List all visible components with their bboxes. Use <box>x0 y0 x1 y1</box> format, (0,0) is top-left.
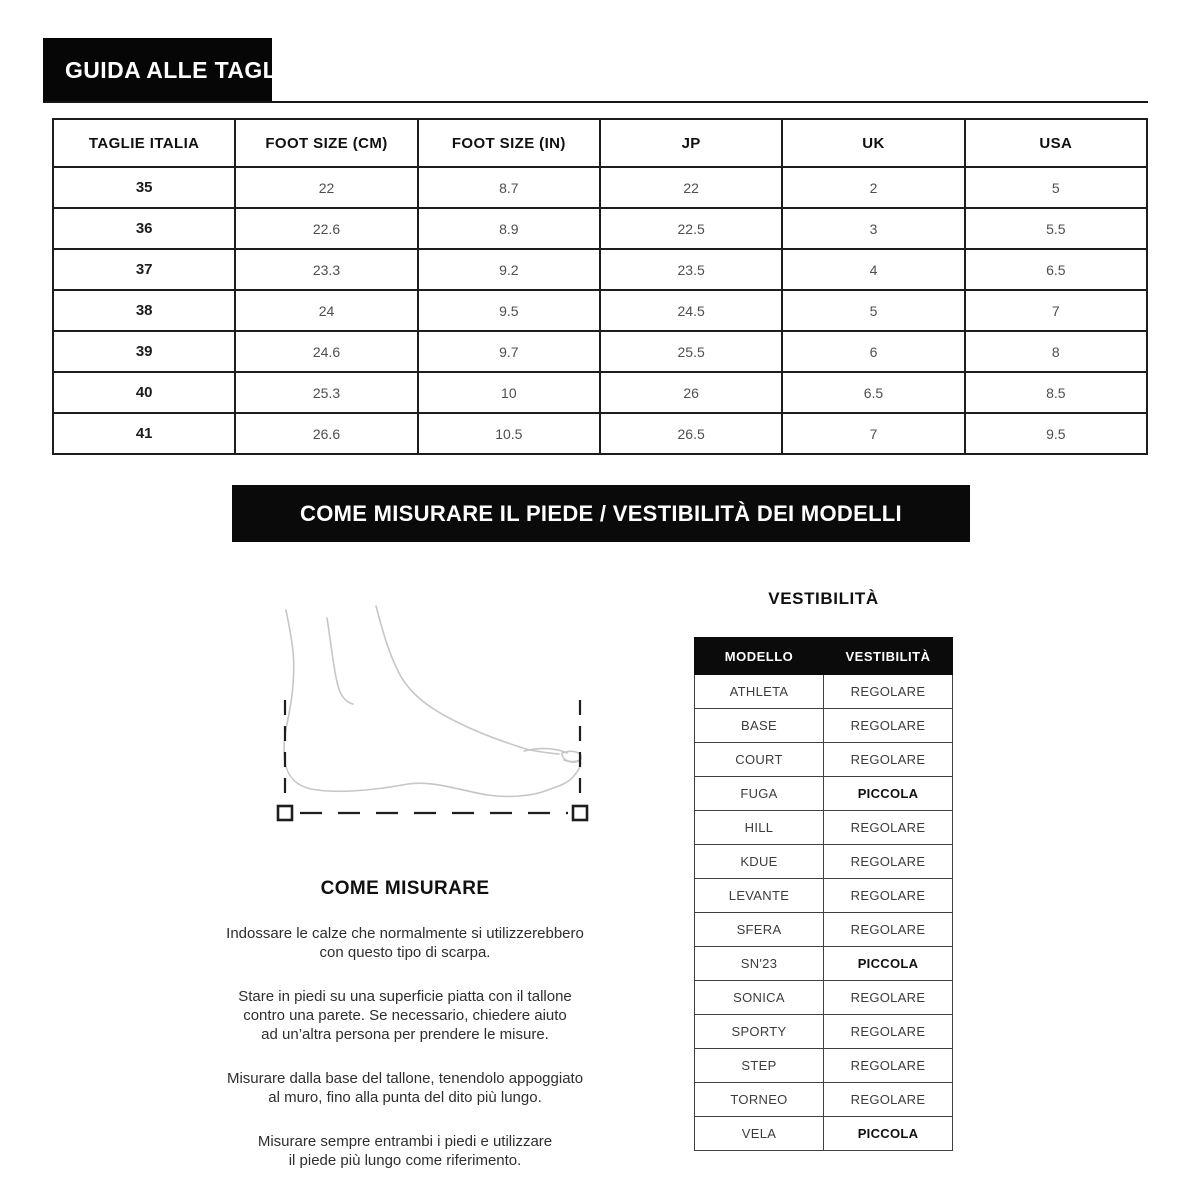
text-line: con questo tipo di scarpa. <box>319 944 491 961</box>
text-line: Indossare le calze che normalmente si utilizzerebbero <box>226 925 584 942</box>
how-to-title: COME MISURARE <box>320 878 490 899</box>
size-cell: 22.5 <box>600 208 782 249</box>
size-cell: 9.7 <box>418 331 600 372</box>
fit-model-cell: KDUE <box>695 845 824 879</box>
table-row <box>695 947 953 981</box>
size-cell: 25.3 <box>235 372 417 413</box>
column-header-usa: USA <box>965 119 1147 167</box>
table-row <box>695 1049 953 1083</box>
size-cell: 9.2 <box>418 249 600 290</box>
fit-model-cell: SPORTY <box>695 1015 824 1049</box>
table-row <box>53 208 1147 249</box>
text-line: Stare in piedi su una superficie piatta con il tallone <box>238 988 572 1005</box>
fit-model-cell: BASE <box>695 709 824 743</box>
text-line: Misurare sempre entrambi i piedi e utilizzare <box>257 1133 553 1150</box>
how-to-paragraph <box>180 1132 630 1170</box>
table-row <box>53 290 1147 331</box>
size-cell: 6.5 <box>782 372 964 413</box>
toe-marker-square <box>573 806 587 820</box>
fit-model-cell: TORNEO <box>695 1083 824 1117</box>
size-cell: 40 <box>53 372 235 413</box>
size-cell: 8 <box>965 331 1147 372</box>
size-cell: 22 <box>600 167 782 208</box>
fit-value-cell: PICCOLA <box>824 777 953 811</box>
size-cell: 7 <box>965 290 1147 331</box>
foot-illustration <box>248 560 668 860</box>
fit-table <box>694 637 953 1151</box>
measure-banner-label: COME MISURARE IL PIEDE / VESTIBILITÀ DEI MODELLI <box>300 500 902 526</box>
fit-model-cell: FUGA <box>695 777 824 811</box>
size-chart-header-row <box>53 119 1147 167</box>
column-header-foot-size-cm: FOOT SIZE (CM) <box>235 119 417 167</box>
size-cell: 26.5 <box>600 413 782 454</box>
table-row <box>695 913 953 947</box>
table-row <box>53 249 1147 290</box>
size-cell: 6 <box>782 331 964 372</box>
fit-value-cell: REGOLARE <box>824 709 953 743</box>
measure-banner <box>232 485 970 542</box>
table-row <box>695 1015 953 1049</box>
table-row <box>53 413 1147 454</box>
size-cell: 6.5 <box>965 249 1147 290</box>
table-row <box>695 1117 953 1151</box>
size-cell: 37 <box>53 249 235 290</box>
fit-column-header-modello: MODELLO <box>695 638 824 675</box>
fit-model-cell: ATHLETA <box>695 675 824 709</box>
size-cell: 23.3 <box>235 249 417 290</box>
fit-value-cell: PICCOLA <box>824 947 953 981</box>
size-cell: 25.5 <box>600 331 782 372</box>
size-cell: 8.7 <box>418 167 600 208</box>
text-line: Misurare dalla base del tallone, tenendolo appoggiato <box>226 1070 584 1087</box>
how-to-paragraph <box>180 1069 630 1107</box>
size-cell: 9.5 <box>418 290 600 331</box>
fit-model-cell: SN'23 <box>695 947 824 981</box>
table-row <box>695 879 953 913</box>
fit-value-cell: REGOLARE <box>824 743 953 777</box>
size-cell: 24 <box>235 290 417 331</box>
size-cell: 10 <box>418 372 600 413</box>
foot-measure-diagram <box>248 560 668 860</box>
size-cell: 5.5 <box>965 208 1147 249</box>
size-cell: 8.5 <box>965 372 1147 413</box>
size-guide-tab-label: GUIDA ALLE TAGLIE <box>65 57 300 83</box>
text-line: al muro, fino alla punta del dito più lungo. <box>268 1089 542 1106</box>
fit-value-cell: REGOLARE <box>824 981 953 1015</box>
table-row <box>695 1083 953 1117</box>
size-cell: 38 <box>53 290 235 331</box>
table-row <box>53 372 1147 413</box>
fit-value-cell: PICCOLA <box>824 1117 953 1151</box>
fit-section-title: VESTIBILITÀ <box>768 589 879 608</box>
fit-header-row <box>695 638 953 675</box>
table-row <box>53 167 1147 208</box>
fit-value-cell: REGOLARE <box>824 845 953 879</box>
fit-column-header-vestibilita: VESTIBILITÀ <box>824 638 953 675</box>
tab-underline-divider <box>43 101 1148 103</box>
fit-value-cell: REGOLARE <box>824 913 953 947</box>
column-header-jp: JP <box>600 119 782 167</box>
size-cell: 36 <box>53 208 235 249</box>
size-cell: 5 <box>782 290 964 331</box>
table-row <box>695 845 953 879</box>
size-cell: 9.5 <box>965 413 1147 454</box>
fit-model-cell: STEP <box>695 1049 824 1083</box>
fit-model-cell: COURT <box>695 743 824 777</box>
size-cell: 26 <box>600 372 782 413</box>
size-cell: 4 <box>782 249 964 290</box>
heel-marker-square <box>278 806 292 820</box>
fit-model-cell: VELA <box>695 1117 824 1151</box>
column-header-foot-size-in: FOOT SIZE (IN) <box>418 119 600 167</box>
size-cell: 26.6 <box>235 413 417 454</box>
fit-value-cell: REGOLARE <box>824 1083 953 1117</box>
size-cell: 2 <box>782 167 964 208</box>
column-header-uk: UK <box>782 119 964 167</box>
column-header-taglie-italia: TAGLIE ITALIA <box>53 119 235 167</box>
size-cell: 3 <box>782 208 964 249</box>
fit-model-cell: HILL <box>695 811 824 845</box>
size-cell: 22.6 <box>235 208 417 249</box>
fit-value-cell: REGOLARE <box>824 675 953 709</box>
size-chart-table <box>52 118 1148 455</box>
table-row <box>53 331 1147 372</box>
text-line: il piede più lungo come riferimento. <box>288 1152 522 1169</box>
measurement-markers <box>278 700 587 820</box>
fit-model-cell: SFERA <box>695 913 824 947</box>
size-cell: 10.5 <box>418 413 600 454</box>
size-cell: 22 <box>235 167 417 208</box>
size-cell: 24.5 <box>600 290 782 331</box>
fit-value-cell: REGOLARE <box>824 811 953 845</box>
table-row <box>695 709 953 743</box>
table-row <box>695 675 953 709</box>
size-cell: 24.6 <box>235 331 417 372</box>
size-cell: 7 <box>782 413 964 454</box>
fit-value-cell: REGOLARE <box>824 879 953 913</box>
size-guide-tab <box>43 38 300 103</box>
how-to-paragraph <box>180 924 630 962</box>
foot-outline <box>284 606 581 796</box>
how-to-paragraph <box>180 987 630 1044</box>
text-line: ad un’altra persona per prendere le misure. <box>261 1026 549 1043</box>
fit-model-cell: SONICA <box>695 981 824 1015</box>
fit-value-cell: REGOLARE <box>824 1015 953 1049</box>
table-row <box>695 981 953 1015</box>
size-cell: 5 <box>965 167 1147 208</box>
size-cell: 35 <box>53 167 235 208</box>
table-row <box>695 777 953 811</box>
table-row <box>695 811 953 845</box>
fit-model-cell: LEVANTE <box>695 879 824 913</box>
how-to-measure-section <box>180 878 630 1195</box>
size-cell: 8.9 <box>418 208 600 249</box>
size-cell: 41 <box>53 413 235 454</box>
text-line: contro una parete. Se necessario, chiedere aiuto <box>243 1007 567 1024</box>
table-row <box>695 743 953 777</box>
fit-value-cell: REGOLARE <box>824 1049 953 1083</box>
size-cell: 39 <box>53 331 235 372</box>
size-cell: 23.5 <box>600 249 782 290</box>
